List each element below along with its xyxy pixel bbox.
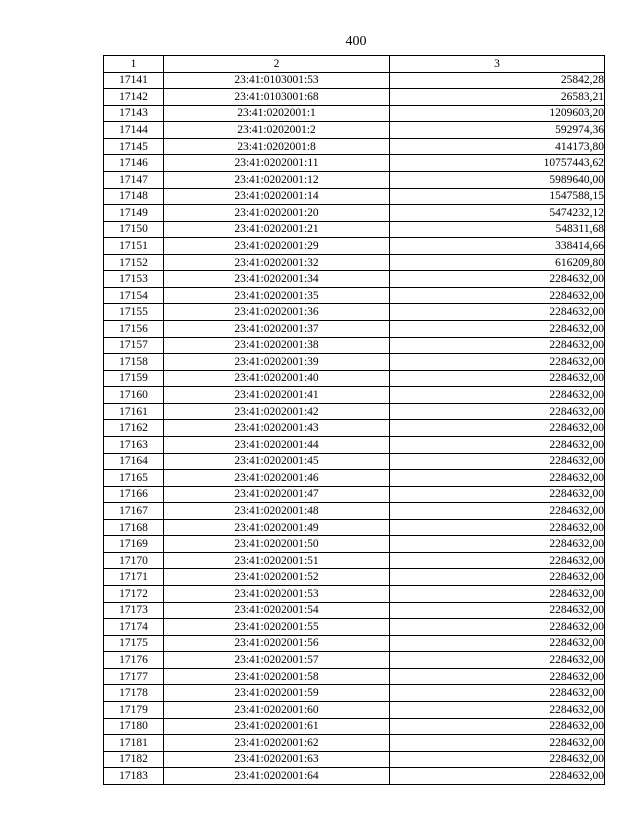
row-number-cell: 17155 [104,304,164,321]
value-cell: 2284632,00 [390,602,605,619]
table-row [104,470,605,487]
cadastral-number-cell: 23:41:0202001:36 [164,304,390,321]
row-number-cell: 17171 [104,569,164,586]
value-cell: 1209603,20 [390,105,605,122]
table-row [104,586,605,603]
table-row [104,254,605,271]
table-row [104,619,605,636]
row-number-cell: 17147 [104,171,164,188]
row-number-cell: 17173 [104,602,164,619]
table-row [104,122,605,139]
value-cell: 2284632,00 [390,321,605,338]
row-number-cell: 17158 [104,354,164,371]
cadastral-number-cell: 23:41:0202001:32 [164,254,390,271]
row-number-cell: 17181 [104,735,164,752]
value-cell: 2284632,00 [390,403,605,420]
table-row [104,321,605,338]
value-cell: 2284632,00 [390,519,605,536]
value-cell: 2284632,00 [390,304,605,321]
column-header-3: 3 [390,56,605,73]
row-number-cell: 17170 [104,552,164,569]
table-row [104,635,605,652]
row-number-cell: 17141 [104,72,164,89]
value-cell: 10757443,62 [390,155,605,172]
table-row [104,536,605,553]
row-number-cell: 17162 [104,420,164,437]
cadastral-number-cell: 23:41:0202001:41 [164,387,390,404]
value-cell: 2284632,00 [390,735,605,752]
table-row [104,652,605,669]
table-row [104,668,605,685]
row-number-cell: 17174 [104,619,164,636]
value-cell: 26583,21 [390,89,605,106]
value-cell: 2284632,00 [390,271,605,288]
row-number-cell: 17144 [104,122,164,139]
registry-table [103,55,605,785]
value-cell: 2284632,00 [390,486,605,503]
cadastral-number-cell: 23:41:0202001:48 [164,503,390,520]
cadastral-number-cell: 23:41:0202001:39 [164,354,390,371]
row-number-cell: 17143 [104,105,164,122]
table-row [104,685,605,702]
table-row [104,735,605,752]
value-cell: 2284632,00 [390,470,605,487]
row-number-cell: 17164 [104,453,164,470]
table-row [104,304,605,321]
value-cell: 2284632,00 [390,751,605,768]
row-number-cell: 17172 [104,586,164,603]
cadastral-number-cell: 23:41:0202001:14 [164,188,390,205]
table-row [104,105,605,122]
table-row [104,221,605,238]
cadastral-number-cell: 23:41:0202001:12 [164,171,390,188]
table-row [104,569,605,586]
row-number-cell: 17161 [104,403,164,420]
table-row [104,552,605,569]
cadastral-number-cell: 23:41:0202001:64 [164,768,390,785]
table-row [104,519,605,536]
table-row [104,403,605,420]
cadastral-number-cell: 23:41:0103001:53 [164,72,390,89]
cadastral-number-cell: 23:41:0202001:8 [164,138,390,155]
value-cell: 616209,80 [390,254,605,271]
row-number-cell: 17152 [104,254,164,271]
cadastral-number-cell: 23:41:0202001:60 [164,701,390,718]
table-row [104,420,605,437]
cadastral-number-cell: 23:41:0202001:59 [164,685,390,702]
table-row [104,768,605,785]
row-number-cell: 17182 [104,751,164,768]
page-number: 400 [345,34,367,49]
row-number-cell: 17146 [104,155,164,172]
cadastral-number-cell: 23:41:0202001:42 [164,403,390,420]
cadastral-number-cell: 23:41:0202001:54 [164,602,390,619]
column-header-1: 1 [104,56,164,73]
cadastral-number-cell: 23:41:0202001:44 [164,436,390,453]
row-number-cell: 17178 [104,685,164,702]
table-row [104,138,605,155]
cadastral-number-cell: 23:41:0202001:57 [164,652,390,669]
value-cell: 414173,80 [390,138,605,155]
cadastral-number-cell: 23:41:0202001:35 [164,287,390,304]
value-cell: 2284632,00 [390,586,605,603]
value-cell: 1547588,15 [390,188,605,205]
value-cell: 548311,68 [390,221,605,238]
table-body [104,72,605,784]
value-cell: 2284632,00 [390,652,605,669]
table-row [104,188,605,205]
value-cell: 5474232,12 [390,205,605,222]
table-row [104,205,605,222]
table-row [104,751,605,768]
table-row [104,718,605,735]
value-cell: 2284632,00 [390,436,605,453]
column-header-2: 2 [164,56,390,73]
row-number-cell: 17166 [104,486,164,503]
value-cell: 2284632,00 [390,685,605,702]
value-cell: 2284632,00 [390,668,605,685]
row-number-cell: 17153 [104,271,164,288]
cadastral-number-cell: 23:41:0202001:50 [164,536,390,553]
table-row [104,354,605,371]
row-number-cell: 17168 [104,519,164,536]
cadastral-number-cell: 23:41:0202001:43 [164,420,390,437]
row-number-cell: 17179 [104,701,164,718]
cadastral-number-cell: 23:41:0202001:34 [164,271,390,288]
row-number-cell: 17180 [104,718,164,735]
row-number-cell: 17176 [104,652,164,669]
row-number-cell: 17145 [104,138,164,155]
value-cell: 2284632,00 [390,453,605,470]
value-cell: 2284632,00 [390,354,605,371]
row-number-cell: 17149 [104,205,164,222]
row-number-cell: 17154 [104,287,164,304]
cadastral-number-cell: 23:41:0202001:47 [164,486,390,503]
row-number-cell: 17148 [104,188,164,205]
value-cell: 2284632,00 [390,420,605,437]
cadastral-number-cell: 23:41:0202001:20 [164,205,390,222]
row-number-cell: 17160 [104,387,164,404]
table-row [104,89,605,106]
cadastral-number-cell: 23:41:0202001:49 [164,519,390,536]
cadastral-number-cell: 23:41:0202001:40 [164,370,390,387]
value-cell: 2284632,00 [390,387,605,404]
table-row [104,486,605,503]
table-row [104,436,605,453]
row-number-cell: 17142 [104,89,164,106]
cadastral-number-cell: 23:41:0103001:68 [164,89,390,106]
cadastral-number-cell: 23:41:0202001:38 [164,337,390,354]
cadastral-number-cell: 23:41:0202001:21 [164,221,390,238]
value-cell: 2284632,00 [390,536,605,553]
cadastral-number-cell: 23:41:0202001:61 [164,718,390,735]
value-cell: 338414,66 [390,238,605,255]
value-cell: 2284632,00 [390,569,605,586]
table-row [104,171,605,188]
cadastral-number-cell: 23:41:0202001:29 [164,238,390,255]
table-row [104,701,605,718]
cadastral-number-cell: 23:41:0202001:58 [164,668,390,685]
row-number-cell: 17163 [104,436,164,453]
value-cell: 2284632,00 [390,503,605,520]
cadastral-number-cell: 23:41:0202001:62 [164,735,390,752]
value-cell: 2284632,00 [390,635,605,652]
cadastral-number-cell: 23:41:0202001:53 [164,586,390,603]
value-cell: 2284632,00 [390,701,605,718]
value-cell: 2284632,00 [390,287,605,304]
value-cell: 592974,36 [390,122,605,139]
row-number-cell: 17151 [104,238,164,255]
row-number-cell: 17165 [104,470,164,487]
value-cell: 25842,28 [390,72,605,89]
row-number-cell: 17157 [104,337,164,354]
row-number-cell: 17175 [104,635,164,652]
row-number-cell: 17150 [104,221,164,238]
table-row [104,238,605,255]
row-number-cell: 17156 [104,321,164,338]
value-cell: 2284632,00 [390,768,605,785]
value-cell: 2284632,00 [390,619,605,636]
cadastral-number-cell: 23:41:0202001:46 [164,470,390,487]
row-number-cell: 17177 [104,668,164,685]
cadastral-number-cell: 23:41:0202001:52 [164,569,390,586]
table-row [104,337,605,354]
cadastral-number-cell: 23:41:0202001:45 [164,453,390,470]
table-row [104,287,605,304]
cadastral-number-cell: 23:41:0202001:2 [164,122,390,139]
row-number-cell: 17183 [104,768,164,785]
row-number-cell: 17169 [104,536,164,553]
value-cell: 2284632,00 [390,370,605,387]
value-cell: 5989640,00 [390,171,605,188]
table-header [104,56,605,73]
table-row [104,387,605,404]
table-row [104,503,605,520]
row-number-cell: 17167 [104,503,164,520]
table-row [104,155,605,172]
cadastral-number-cell: 23:41:0202001:51 [164,552,390,569]
cadastral-number-cell: 23:41:0202001:1 [164,105,390,122]
table-row [104,72,605,89]
table-row [104,370,605,387]
cadastral-number-cell: 23:41:0202001:55 [164,619,390,636]
value-cell: 2284632,00 [390,718,605,735]
value-cell: 2284632,00 [390,337,605,354]
cadastral-number-cell: 23:41:0202001:56 [164,635,390,652]
row-number-cell: 17159 [104,370,164,387]
table-row [104,271,605,288]
cadastral-number-cell: 23:41:0202001:37 [164,321,390,338]
cadastral-number-cell: 23:41:0202001:11 [164,155,390,172]
cadastral-number-cell: 23:41:0202001:63 [164,751,390,768]
table-row [104,453,605,470]
value-cell: 2284632,00 [390,552,605,569]
table-row [104,602,605,619]
header-row [104,56,605,73]
